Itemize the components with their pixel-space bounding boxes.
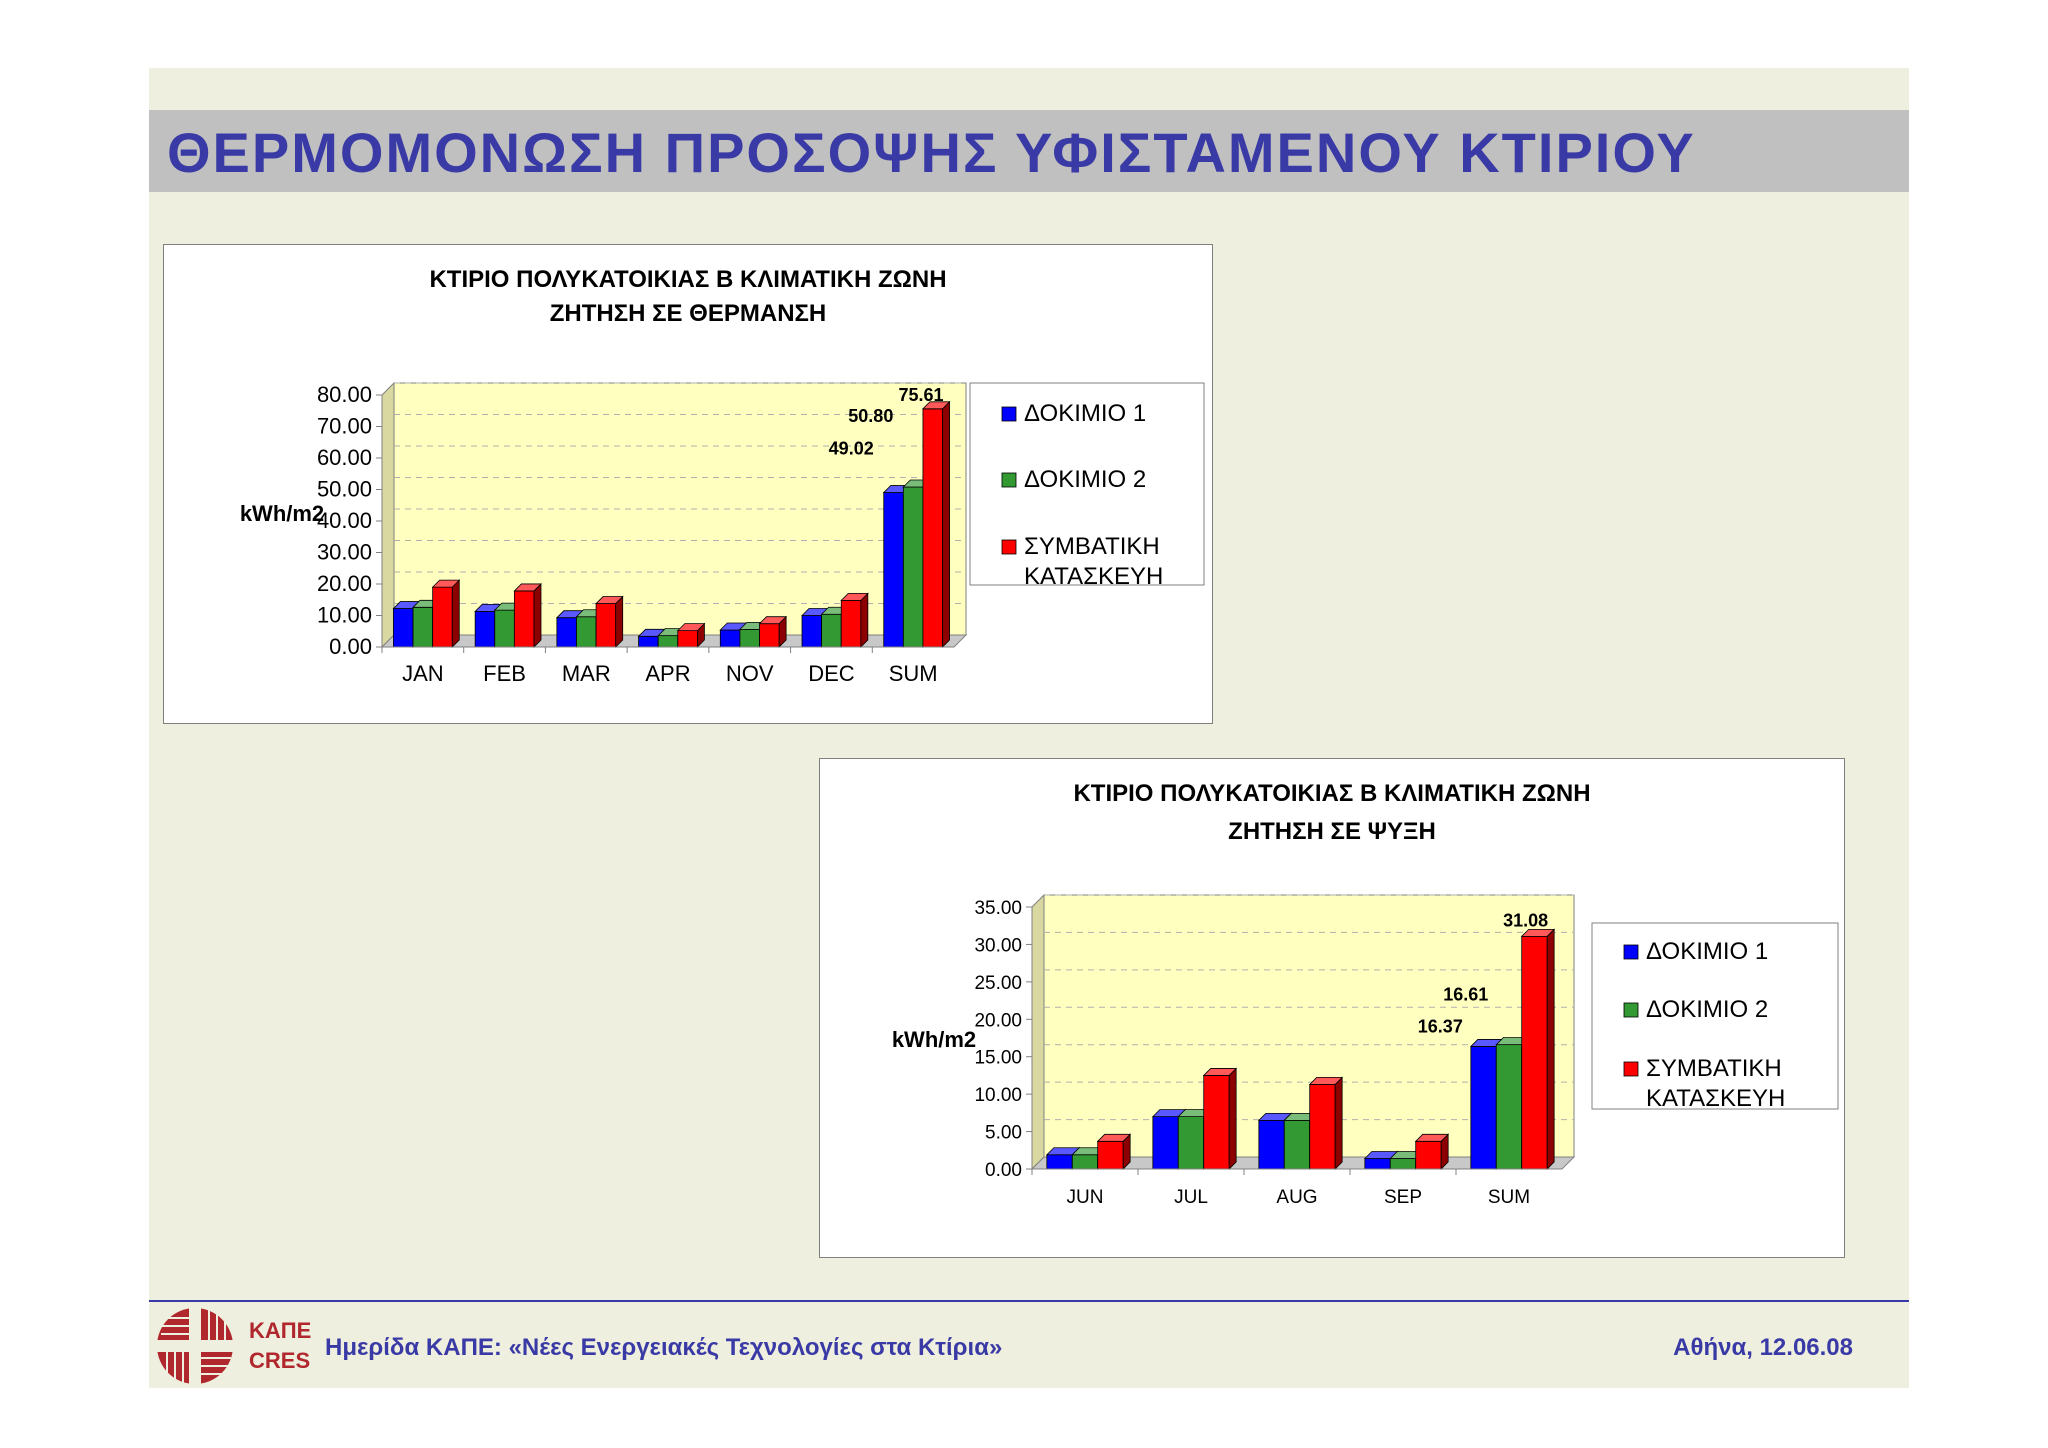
data-label: 16.61 bbox=[1443, 984, 1489, 1005]
legend-label: ΔΟΚΙΜΙΟ 1 bbox=[1646, 938, 1769, 965]
cooling-chart bbox=[819, 758, 1845, 1258]
legend-swatch bbox=[1624, 1003, 1638, 1017]
logo-mark-icon bbox=[155, 1306, 235, 1386]
chart-title-line: ΖΗΤΗΣΗ ΣΕ ΘΕΡΜΑΝΣΗ bbox=[549, 300, 827, 327]
bar bbox=[1310, 1077, 1342, 1169]
x-tick-label: SUM bbox=[888, 661, 938, 686]
bar bbox=[1522, 929, 1554, 1169]
chart-title-line: ΖΗΤΗΣΗ ΣΕ ΨΥΞΗ bbox=[1228, 818, 1436, 845]
x-tick-label: AUG bbox=[1276, 1187, 1318, 1208]
slide-title: ΘΕΡΜΟΜΟΝΩΣΗ ΠΡΟΣΟΨΗΣ ΥΦΙΣΤΑΜΕΝΟΥ ΚΤΙΡΙΟΥ bbox=[167, 121, 1696, 184]
bar bbox=[1098, 1134, 1130, 1169]
y-tick-label: 10.00 bbox=[974, 1085, 1022, 1107]
y-tick-label: 80.00 bbox=[316, 382, 372, 407]
legend-swatch bbox=[1002, 407, 1016, 421]
bar bbox=[514, 584, 541, 647]
logo-text-kape: ΚΑΠΕ bbox=[249, 1318, 312, 1343]
y-tick-label: 70.00 bbox=[316, 413, 372, 439]
legend-label: ΣΥΜΒΑΤΙΚΗ bbox=[1646, 1055, 1782, 1082]
legend-label: ΔΟΚΙΜΙΟ 1 bbox=[1024, 400, 1147, 427]
cres-logo bbox=[153, 1304, 313, 1388]
x-tick-label: FEB bbox=[483, 661, 526, 686]
y-tick-label: 0.00 bbox=[329, 634, 372, 659]
chart-title-line: ΚΤΙΡΙΟ ΠΟΛΥΚΑΤΟΙΚΙΑΣ Β ΚΛΙΜΑΤΙΚΗ ΖΩΝΗ bbox=[429, 266, 947, 293]
bar bbox=[596, 597, 623, 647]
plot-side-wall bbox=[1032, 895, 1044, 1169]
title-bar bbox=[149, 110, 1909, 192]
y-tick-label: 20.00 bbox=[974, 1010, 1022, 1032]
legend-label: ΚΑΤΑΣΚΕΥΗ bbox=[1024, 563, 1164, 590]
heating-chart-svg bbox=[164, 245, 1212, 723]
y-tick-label: 25.00 bbox=[974, 972, 1022, 994]
y-tick-label: 35.00 bbox=[974, 898, 1022, 919]
bar bbox=[433, 580, 460, 647]
y-tick-label: 10.00 bbox=[316, 602, 372, 628]
y-tick-label: 5.00 bbox=[985, 1122, 1022, 1144]
bar bbox=[841, 593, 868, 647]
y-tick-label: 15.00 bbox=[974, 1047, 1022, 1069]
legend-swatch bbox=[1002, 540, 1016, 554]
legend-swatch bbox=[1624, 945, 1638, 959]
logo-text-cres: CRES bbox=[249, 1348, 311, 1373]
data-label: 16.37 bbox=[1417, 1016, 1463, 1037]
cooling-chart-svg bbox=[820, 759, 1844, 1257]
x-tick-label: NOV bbox=[725, 661, 774, 686]
x-tick-label: APR bbox=[645, 661, 691, 686]
x-tick-label: JUL bbox=[1174, 1187, 1208, 1208]
x-tick-label: SUM bbox=[1487, 1187, 1531, 1208]
footer-date: Αθήνα, 12.06.08 bbox=[1673, 1334, 1853, 1361]
y-axis-label: kWh/m2 bbox=[239, 501, 325, 526]
y-tick-label: 20.00 bbox=[316, 571, 372, 596]
x-tick-label: MAR bbox=[561, 661, 611, 686]
y-tick-label: 0.00 bbox=[985, 1160, 1022, 1181]
x-tick-label: DEC bbox=[808, 661, 855, 686]
data-label: 75.61 bbox=[898, 384, 944, 405]
chart-title-line: ΚΤΙΡΙΟ ΠΟΛΥΚΑΤΟΙΚΙΑΣ Β ΚΛΙΜΑΤΙΚΗ ΖΩΝΗ bbox=[1073, 780, 1591, 807]
y-tick-label: 50.00 bbox=[316, 476, 372, 502]
data-label: 50.80 bbox=[848, 405, 894, 426]
footer-divider bbox=[149, 1300, 1909, 1302]
slide bbox=[149, 68, 1909, 1388]
y-tick-label: 40.00 bbox=[316, 508, 372, 533]
y-axis-label: kWh/m2 bbox=[891, 1027, 977, 1052]
bar bbox=[1416, 1134, 1448, 1169]
y-tick-label: 30.00 bbox=[974, 935, 1022, 957]
data-label: 31.08 bbox=[1503, 910, 1549, 931]
bar bbox=[1204, 1068, 1236, 1169]
legend-label: ΣΥΜΒΑΤΙΚΗ bbox=[1024, 533, 1160, 560]
heating-chart bbox=[163, 244, 1213, 724]
data-label: 49.02 bbox=[828, 438, 874, 459]
legend-label: ΚΑΤΑΣΚΕΥΗ bbox=[1646, 1085, 1786, 1112]
x-tick-label: JUN bbox=[1066, 1187, 1104, 1208]
bar bbox=[923, 402, 950, 647]
x-tick-label: JAN bbox=[402, 661, 444, 686]
legend-swatch bbox=[1002, 473, 1016, 487]
bar bbox=[760, 617, 787, 647]
bar bbox=[678, 624, 705, 647]
y-tick-label: 30.00 bbox=[316, 539, 372, 565]
x-tick-label: SEP bbox=[1383, 1187, 1423, 1208]
footer-event: Ημερίδα ΚΑΠΕ: «Νέες Ενεργειακές Τεχνολογίες στα Κτίρια» bbox=[325, 1334, 1003, 1361]
y-tick-label: 60.00 bbox=[316, 445, 372, 470]
legend-swatch bbox=[1624, 1062, 1638, 1076]
legend-label: ΔΟΚΙΜΙΟ 2 bbox=[1646, 996, 1769, 1023]
legend-label: ΔΟΚΙΜΙΟ 2 bbox=[1024, 466, 1147, 493]
plot-side-wall bbox=[382, 383, 394, 647]
